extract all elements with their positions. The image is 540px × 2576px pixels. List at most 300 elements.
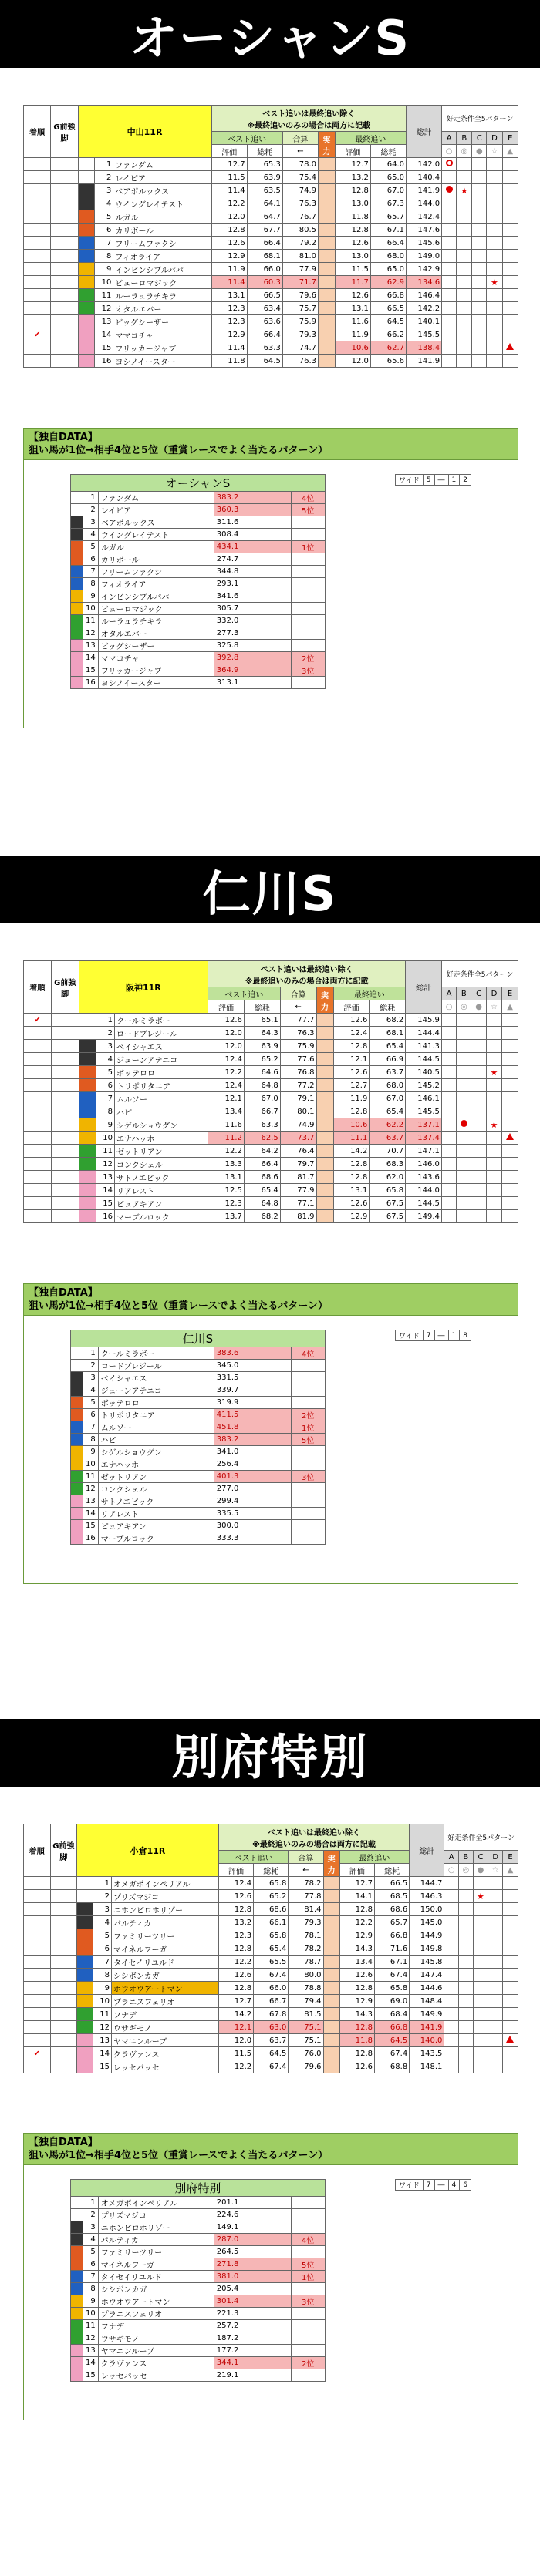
horse-name: ニホンピロホリゾー <box>111 1903 218 1916</box>
ranking-row <box>71 529 326 541</box>
best-rating: 11.9 <box>211 263 247 276</box>
frame-color <box>77 1877 93 1890</box>
best-time: 65.1 <box>244 1014 280 1027</box>
final-time: 67.0 <box>370 184 406 197</box>
score-value: 205.4 <box>214 2283 291 2295</box>
horse-name: プラニスフェリオ <box>111 1995 218 2008</box>
frame-color <box>71 2209 83 2221</box>
horse-name: レイピア <box>113 171 211 184</box>
best-rating: 12.1 <box>218 2021 253 2034</box>
horse-number: 15 <box>96 1197 114 1210</box>
final-time: 64.5 <box>370 315 406 328</box>
table-row <box>24 315 518 328</box>
best-rating: 11.4 <box>211 276 247 289</box>
best-time: 65.8 <box>254 1877 289 1890</box>
frame-color <box>71 1483 83 1495</box>
score-value: 451.8 <box>214 1421 291 1434</box>
frame-color <box>79 1092 96 1105</box>
rank-label <box>291 2369 325 2382</box>
horse-name: ファンダム <box>113 158 211 171</box>
best-time: 63.3 <box>247 341 282 355</box>
race-label: 阪神11R <box>79 961 208 1014</box>
frame-color <box>79 1079 96 1092</box>
rank-label: 1位 <box>291 2271 325 2283</box>
best-rating: 12.3 <box>208 1197 245 1210</box>
final-time: 68.2 <box>370 1014 406 1027</box>
combined-value: 75.7 <box>282 302 318 315</box>
horse-number: 9 <box>96 1118 114 1132</box>
rank-label: 2位 <box>291 1409 325 1421</box>
data-box-subtitle: 狙い馬が1位→相手4位と5位（重賞レースでよく当たるパターン） <box>29 1300 329 1312</box>
data-box-title: 【独自DATA】 <box>29 432 98 443</box>
best-rating: 12.3 <box>211 315 247 328</box>
horse-name: ファミリーツリー <box>98 2246 214 2258</box>
best-time: 65.3 <box>247 158 282 171</box>
frame-color <box>71 1446 83 1458</box>
horse-name: ヤマニンルーブ <box>98 2345 214 2357</box>
frame-color <box>71 2357 83 2369</box>
best-rating: 12.0 <box>218 2034 253 2047</box>
score-value: 149.1 <box>214 2221 291 2234</box>
frame-color <box>79 1158 96 1171</box>
table-row <box>24 197 518 210</box>
frame-color <box>71 1520 83 1532</box>
horse-number: 4 <box>93 1916 112 1929</box>
horse-number: 1 <box>96 1014 114 1027</box>
final-rating: 13.1 <box>335 302 370 315</box>
final-time: 66.8 <box>374 1929 409 1942</box>
total-value: 142.4 <box>407 210 442 224</box>
wide-number: 6 <box>460 2180 471 2191</box>
rank-label <box>291 529 325 541</box>
horse-number: 11 <box>96 1145 114 1158</box>
final-rating: 14.3 <box>339 2008 374 2021</box>
table-row <box>24 1982 518 1995</box>
table-row <box>24 1995 518 2008</box>
horse-number: 12 <box>96 1158 114 1171</box>
horse-number: 10 <box>83 603 99 615</box>
total-value: 147.4 <box>410 1969 444 1982</box>
frame-color <box>71 529 83 541</box>
combined-value: 81.5 <box>289 2008 323 2021</box>
filled-circle-icon <box>446 186 453 193</box>
best-rating: 11.5 <box>211 171 247 184</box>
frame-color <box>71 2246 83 2258</box>
score-value: 300.0 <box>214 1520 291 1532</box>
best-time: 68.6 <box>254 1903 289 1916</box>
best-rating: 12.2 <box>208 1145 245 1158</box>
ranking-row <box>71 2209 326 2221</box>
score-value: 383.2 <box>214 1434 291 1446</box>
table-row <box>24 1956 518 1969</box>
horse-name: ベアポルックス <box>98 516 214 529</box>
score-value: 360.3 <box>214 504 291 516</box>
horse-name: ママコチャ <box>113 328 211 341</box>
table-row <box>24 184 518 197</box>
horse-number: 12 <box>83 2332 99 2345</box>
ranking-row <box>71 664 326 677</box>
best-time: 66.4 <box>244 1158 280 1171</box>
final-time: 62.7 <box>370 341 406 355</box>
total-value: 145.6 <box>407 237 442 250</box>
final-time: 66.2 <box>370 328 406 341</box>
horse-number: 15 <box>95 341 113 355</box>
best-time: 65.2 <box>244 1053 280 1066</box>
ranking-row <box>71 541 326 553</box>
table-row <box>24 1053 518 1066</box>
header-conditions: 好走条件全5パターン <box>442 106 518 132</box>
horse-name: クラヴァンス <box>111 2047 218 2060</box>
best-rating: 12.3 <box>211 302 247 315</box>
total-value: 142.2 <box>407 302 442 315</box>
final-rating: 12.8 <box>335 184 370 197</box>
combined-value: 78.2 <box>289 1942 323 1956</box>
horse-name: レッセパッセ <box>98 2369 214 2382</box>
total-value: 141.3 <box>406 1040 442 1053</box>
data-box-header <box>23 1283 518 1316</box>
ranking-row <box>71 2234 326 2246</box>
horse-number: 8 <box>93 1969 112 1982</box>
best-time: 66.5 <box>247 289 282 302</box>
combined-value: 80.5 <box>282 224 318 237</box>
horse-number: 14 <box>95 328 113 341</box>
final-rating: 12.0 <box>335 355 370 368</box>
best-time: 65.4 <box>254 1942 289 1956</box>
rank-label <box>291 2345 325 2357</box>
total-value: 145.0 <box>410 1916 444 1929</box>
data-box-subtitle: 狙い馬が1位→相手4位と5位（重賞レースでよく当たるパターン） <box>29 445 329 456</box>
star-icon: ★ <box>490 1119 498 1130</box>
header-soukan: 総耗 <box>370 1000 406 1014</box>
total-value: 148.1 <box>410 2060 444 2073</box>
horse-name: オタルエバー <box>98 627 214 640</box>
final-rating: 12.7 <box>335 158 370 171</box>
ranking-row <box>71 1495 326 1508</box>
best-rating: 12.0 <box>208 1040 245 1053</box>
rank-label <box>291 2209 325 2221</box>
horse-number: 7 <box>83 566 99 578</box>
ranking-row <box>71 1520 326 1532</box>
horse-name: ベイシャエス <box>98 1372 214 1384</box>
combined-value: 76.4 <box>280 1145 316 1158</box>
best-time: 65.4 <box>244 1184 280 1197</box>
final-time: 62.0 <box>370 1171 406 1184</box>
header-final: 最終追い <box>335 132 406 145</box>
best-rating: 13.7 <box>208 1210 245 1223</box>
score-value: 344.8 <box>214 566 291 578</box>
ranking-row <box>71 2283 326 2295</box>
ranking-row <box>71 2258 326 2271</box>
horse-name: フィオライア <box>113 250 211 263</box>
table-row <box>24 302 518 315</box>
final-rating: 12.6 <box>333 1066 370 1079</box>
ranking-row <box>71 590 326 603</box>
combined-value: 74.9 <box>282 184 318 197</box>
best-time: 63.4 <box>247 302 282 315</box>
ranking-row <box>71 1471 326 1483</box>
frame-color <box>78 197 95 210</box>
combined-value: 75.1 <box>289 2034 323 2047</box>
total-value: 134.6 <box>407 276 442 289</box>
final-time: 68.5 <box>374 1890 409 1903</box>
best-rating: 12.7 <box>218 1995 253 2008</box>
frame-color <box>78 328 95 341</box>
combined-value: 81.0 <box>282 250 318 263</box>
header-best: ベスト追い <box>208 987 281 1000</box>
ranking-row <box>71 1483 326 1495</box>
arrow-icon: ← <box>289 1864 323 1877</box>
final-rating: 13.0 <box>335 250 370 263</box>
combined-value: 79.2 <box>282 237 318 250</box>
horse-name: エナハッホ <box>114 1132 208 1145</box>
horse-number: 6 <box>96 1079 114 1092</box>
horse-name: プラニスフェリオ <box>98 2308 214 2320</box>
best-time: 64.5 <box>254 2047 289 2060</box>
final-time: 67.4 <box>374 1969 409 1982</box>
combined-value: 77.7 <box>280 1014 316 1027</box>
total-value: 145.5 <box>406 1105 442 1118</box>
header-soukan: 総耗 <box>244 1000 280 1014</box>
total-value: 140.4 <box>407 171 442 184</box>
combined-value: 78.8 <box>289 1982 323 1995</box>
combined-value: 79.7 <box>280 1158 316 1171</box>
total-value: 146.1 <box>406 1092 442 1105</box>
final-time: 69.0 <box>374 1995 409 2008</box>
horse-number: 11 <box>93 2008 112 2021</box>
best-time: 66.7 <box>244 1105 280 1118</box>
frame-color <box>71 2295 83 2308</box>
final-rating: 14.3 <box>339 1942 374 1956</box>
best-time: 63.5 <box>247 184 282 197</box>
rank-label <box>291 615 325 627</box>
frame-color <box>71 1495 83 1508</box>
best-time: 66.0 <box>254 1982 289 1995</box>
frame-color <box>77 2034 93 2047</box>
pattern-symbol-icon: ☆ <box>487 145 502 158</box>
rank-label <box>291 1384 325 1397</box>
pattern-a: A <box>444 1851 459 1864</box>
best-rating: 12.4 <box>218 1877 253 1890</box>
star-icon: ★ <box>460 185 468 196</box>
best-time: 64.3 <box>244 1027 280 1040</box>
combined-value: 81.9 <box>280 1210 316 1223</box>
header-chakujun: 着順 <box>24 961 52 1014</box>
score-value: 221.3 <box>214 2308 291 2320</box>
best-time: 65.8 <box>254 1929 289 1942</box>
wide-number: 7 <box>423 1330 434 1341</box>
horse-number: 13 <box>93 2034 112 2047</box>
header-total: 総計 <box>410 1824 444 1877</box>
combined-value: 74.7 <box>282 341 318 355</box>
best-time: 63.7 <box>254 2034 289 2047</box>
total-value: 145.5 <box>407 328 442 341</box>
workout-table <box>23 1824 518 2073</box>
total-value: 138.4 <box>407 341 442 355</box>
horse-name: フリームファクシ <box>113 237 211 250</box>
table-row <box>24 1877 518 1890</box>
best-rating: 12.4 <box>208 1053 245 1066</box>
table-row <box>24 1118 518 1132</box>
arrow-icon: ← <box>280 1000 316 1014</box>
data-box-body <box>23 2165 518 2420</box>
best-rating: 12.5 <box>208 1184 245 1197</box>
total-value: 145.2 <box>406 1079 442 1092</box>
frame-color <box>78 184 95 197</box>
total-value: 147.1 <box>406 1145 442 1158</box>
table-row <box>24 2034 518 2047</box>
best-rating: 12.9 <box>211 250 247 263</box>
horse-number: 5 <box>83 541 99 553</box>
best-rating: 11.8 <box>211 355 247 368</box>
header-best: ベスト追い <box>211 132 282 145</box>
horse-number: 5 <box>83 1397 99 1409</box>
header-soukan: 総耗 <box>254 1864 289 1877</box>
horse-number: 10 <box>95 276 113 289</box>
header-jitsu: 実力 <box>316 987 333 1014</box>
table-row <box>24 158 518 171</box>
final-rating: 13.1 <box>333 1184 370 1197</box>
header-jitsu: 実力 <box>323 1851 339 1877</box>
header-g-strong: G前強脚 <box>51 106 78 158</box>
horse-number: 4 <box>83 1384 99 1397</box>
rank-label <box>291 1532 325 1545</box>
horse-name: エナハッホ <box>98 1458 214 1471</box>
score-value: 331.5 <box>214 1372 291 1384</box>
frame-color <box>78 315 95 328</box>
header-goukaku: 合算 <box>282 132 318 145</box>
horse-name: ウイングレイテスト <box>98 529 214 541</box>
final-time: 66.5 <box>374 1877 409 1890</box>
final-rating: 12.9 <box>333 1210 370 1223</box>
horse-name: タイセイリユルド <box>98 2271 214 2283</box>
final-rating: 12.2 <box>339 1916 374 1929</box>
frame-color <box>79 1040 96 1053</box>
race-section <box>0 1719 540 2381</box>
score-value: 411.5 <box>214 1409 291 1421</box>
total-value: 141.9 <box>407 355 442 368</box>
best-rating: 11.4 <box>211 341 247 355</box>
best-rating: 12.2 <box>208 1066 245 1079</box>
rank-label: 2位 <box>291 2357 325 2369</box>
best-rating: 12.6 <box>218 1890 253 1903</box>
frame-color <box>79 1014 96 1027</box>
frame-color <box>78 237 95 250</box>
pattern-b: B <box>457 987 471 1000</box>
rank-label <box>291 1495 325 1508</box>
combined-value: 78.1 <box>289 1929 323 1942</box>
horse-name: トリポリタニア <box>98 1409 214 1421</box>
pattern-e: E <box>502 987 518 1000</box>
frame-color <box>78 171 95 184</box>
table-row <box>24 1171 518 1184</box>
horse-name: ハピ <box>114 1105 208 1118</box>
best-time: 64.6 <box>244 1066 280 1079</box>
score-value: 333.3 <box>214 1532 291 1545</box>
frame-color <box>71 615 83 627</box>
combined-value: 78.7 <box>289 1956 323 1969</box>
table-row <box>24 289 518 302</box>
horse-name: カリボール <box>98 553 214 566</box>
workout-table <box>23 105 518 368</box>
combined-value: 77.9 <box>282 263 318 276</box>
total-value: 140.0 <box>410 2034 444 2047</box>
horse-number: 14 <box>93 2047 112 2060</box>
rank-label <box>291 2246 325 2258</box>
frame-color <box>71 2197 83 2209</box>
horse-name: オタルエバー <box>113 302 211 315</box>
wide-number: 5 <box>423 475 434 486</box>
table-row <box>24 224 518 237</box>
combined-value: 79.3 <box>289 1916 323 1929</box>
header-goukaku: 合算 <box>289 1851 323 1864</box>
frame-color <box>79 1210 96 1223</box>
horse-name: オメガポインペリアル <box>98 2197 214 2209</box>
table-row <box>24 1014 518 1027</box>
best-note: ベスト追いは最終追い除く ※最終追いのみの場合は両方に記載 <box>211 106 407 132</box>
combined-value: 73.7 <box>280 1132 316 1145</box>
header-hyouka: 評価 <box>333 1000 370 1014</box>
final-time: 68.0 <box>370 1079 406 1092</box>
horse-number: 12 <box>95 302 113 315</box>
table-row <box>24 250 518 263</box>
horse-name: ウサギモノ <box>98 2332 214 2345</box>
best-rating: 11.6 <box>208 1118 245 1132</box>
horse-number: 1 <box>83 1347 99 1360</box>
score-value: 305.7 <box>214 603 291 615</box>
pattern-symbol-icon: ○ <box>441 1000 456 1014</box>
frame-color <box>71 652 83 664</box>
data-box-header <box>23 428 518 460</box>
workout-table <box>23 960 518 1223</box>
ranking-row <box>71 516 326 529</box>
table-row <box>24 1890 518 1903</box>
horse-number: 7 <box>95 237 113 250</box>
header-total: 総計 <box>406 961 442 1014</box>
table-row <box>24 1079 518 1092</box>
pattern-symbol-icon: ▲ <box>502 1864 518 1877</box>
rank-label <box>291 2308 325 2320</box>
ranking-row <box>71 2197 326 2209</box>
rank-label <box>291 1360 325 1372</box>
header-soukan: 総耗 <box>370 145 406 158</box>
frame-color <box>77 1956 93 1969</box>
data-box-subtitle: 狙い馬が1位→相手4位と5位（重賞レースでよく当たるパターン） <box>29 2150 329 2161</box>
best-rating: 12.6 <box>208 1014 245 1027</box>
data-box-title: 【独自DATA】 <box>29 2137 98 2148</box>
score-value: 308.4 <box>214 529 291 541</box>
score-value: 301.4 <box>214 2295 291 2308</box>
horse-number: 14 <box>83 652 99 664</box>
final-time: 65.6 <box>370 355 406 368</box>
final-time: 64.5 <box>374 2034 409 2047</box>
final-time: 62.9 <box>370 276 406 289</box>
best-time: 63.0 <box>254 2021 289 2034</box>
ranking-row <box>71 603 326 615</box>
ranking-row <box>71 492 326 504</box>
pattern-symbol-icon: ● <box>472 145 487 158</box>
ranking-row <box>71 677 326 689</box>
total-value: 142.9 <box>407 263 442 276</box>
star-icon: ★ <box>490 1067 498 1078</box>
horse-name: シシボンカガ <box>111 1969 218 1982</box>
best-rating: 12.8 <box>218 1903 253 1916</box>
horse-number: 6 <box>83 2258 99 2271</box>
score-value: 311.6 <box>214 516 291 529</box>
double-circle-icon <box>446 160 453 166</box>
wide-label: ワイド <box>396 1330 424 1341</box>
frame-color <box>79 1132 96 1145</box>
score-value: 383.2 <box>214 492 291 504</box>
